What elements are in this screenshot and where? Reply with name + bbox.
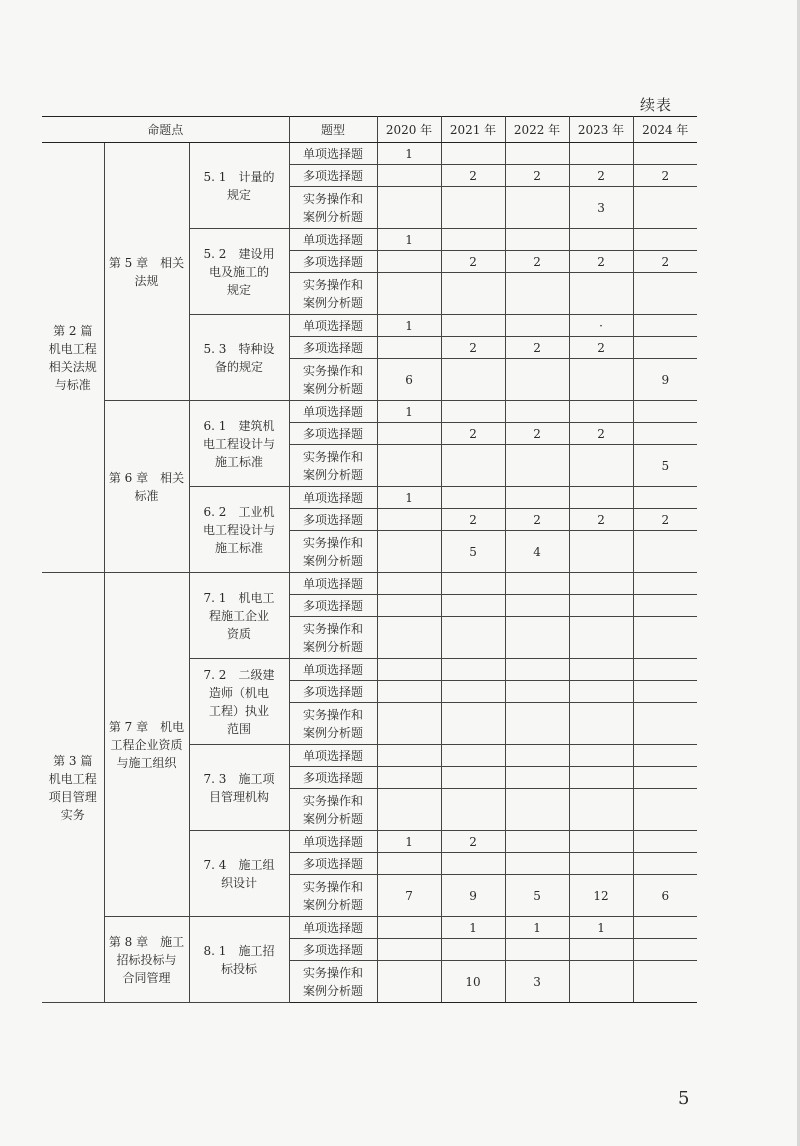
count-cell bbox=[377, 509, 441, 531]
count-cell: 7 bbox=[377, 875, 441, 917]
question-type-cell: 单项选择题 bbox=[289, 487, 377, 509]
table-row bbox=[42, 917, 697, 939]
count-cell: 2 bbox=[569, 337, 633, 359]
count-cell bbox=[505, 229, 569, 251]
count-cell bbox=[441, 359, 505, 401]
count-cell: 2 bbox=[569, 423, 633, 445]
count-cell bbox=[441, 853, 505, 875]
count-cell bbox=[377, 617, 441, 659]
count-cell: 2 bbox=[633, 251, 697, 273]
question-type-cell: 实务操作和 案例分析题 bbox=[289, 187, 377, 229]
count-cell: 5 bbox=[633, 445, 697, 487]
count-cell bbox=[441, 745, 505, 767]
question-type-cell: 实务操作和 案例分析题 bbox=[289, 445, 377, 487]
exam-statistics-table bbox=[42, 116, 697, 1003]
question-type-cell: 多项选择题 bbox=[289, 423, 377, 445]
count-cell bbox=[377, 337, 441, 359]
count-cell bbox=[633, 745, 697, 767]
section-cell: 5. 1 计量的 规定 bbox=[189, 143, 289, 229]
count-cell: 2 bbox=[633, 165, 697, 187]
count-cell: 2 bbox=[569, 509, 633, 531]
count-cell bbox=[633, 961, 697, 1003]
count-cell bbox=[377, 853, 441, 875]
continued-label: 续表 bbox=[640, 96, 673, 114]
count-cell bbox=[633, 703, 697, 745]
count-cell: 1 bbox=[569, 917, 633, 939]
count-cell bbox=[441, 487, 505, 509]
count-cell bbox=[569, 273, 633, 315]
count-cell bbox=[633, 595, 697, 617]
count-cell bbox=[441, 445, 505, 487]
count-cell bbox=[569, 831, 633, 853]
count-cell: 2 bbox=[505, 423, 569, 445]
count-cell bbox=[505, 831, 569, 853]
header-year: 2022 年 bbox=[505, 117, 569, 143]
count-cell bbox=[377, 745, 441, 767]
count-cell bbox=[569, 359, 633, 401]
question-type-cell: 多项选择题 bbox=[289, 165, 377, 187]
count-cell bbox=[377, 445, 441, 487]
header-topic: 命题点 bbox=[42, 117, 289, 143]
count-cell bbox=[441, 273, 505, 315]
count-cell bbox=[441, 703, 505, 745]
question-type-cell: 单项选择题 bbox=[289, 831, 377, 853]
count-cell: 1 bbox=[441, 917, 505, 939]
count-cell bbox=[441, 595, 505, 617]
count-cell bbox=[633, 531, 697, 573]
count-cell bbox=[633, 187, 697, 229]
count-cell bbox=[377, 273, 441, 315]
count-cell bbox=[377, 681, 441, 703]
count-cell: 1 bbox=[377, 315, 441, 337]
count-cell: 10 bbox=[441, 961, 505, 1003]
section-cell: 6. 2 工业机 电工程设计与 施工标准 bbox=[189, 487, 289, 573]
count-cell bbox=[569, 961, 633, 1003]
question-type-cell: 单项选择题 bbox=[289, 917, 377, 939]
count-cell bbox=[441, 939, 505, 961]
count-cell bbox=[505, 143, 569, 165]
count-cell bbox=[569, 853, 633, 875]
header-year: 2020 年 bbox=[377, 117, 441, 143]
count-cell: 6 bbox=[377, 359, 441, 401]
count-cell bbox=[569, 789, 633, 831]
count-cell: 5 bbox=[505, 875, 569, 917]
question-type-cell: 实务操作和 案例分析题 bbox=[289, 789, 377, 831]
count-cell bbox=[377, 595, 441, 617]
count-cell bbox=[505, 359, 569, 401]
count-cell bbox=[377, 939, 441, 961]
section-cell: 6. 1 建筑机 电工程设计与 施工标准 bbox=[189, 401, 289, 487]
table-header-row bbox=[42, 117, 697, 143]
count-cell bbox=[441, 229, 505, 251]
part-cell: 第 3 篇 机电工程 项目管理 实务 bbox=[42, 573, 104, 1003]
count-cell: 1 bbox=[505, 917, 569, 939]
question-type-cell: 多项选择题 bbox=[289, 939, 377, 961]
count-cell bbox=[633, 659, 697, 681]
count-cell bbox=[377, 659, 441, 681]
count-cell bbox=[633, 401, 697, 423]
count-cell bbox=[505, 595, 569, 617]
count-cell: 2 bbox=[505, 509, 569, 531]
count-cell bbox=[569, 573, 633, 595]
count-cell bbox=[441, 143, 505, 165]
section-cell: 5. 3 特种设 备的规定 bbox=[189, 315, 289, 401]
question-type-cell: 实务操作和 案例分析题 bbox=[289, 273, 377, 315]
count-cell bbox=[377, 531, 441, 573]
count-cell bbox=[569, 595, 633, 617]
count-cell bbox=[633, 229, 697, 251]
count-cell bbox=[505, 315, 569, 337]
section-cell: 7. 3 施工项 目管理机构 bbox=[189, 745, 289, 831]
count-cell: 2 bbox=[441, 509, 505, 531]
count-cell: · bbox=[569, 315, 633, 337]
question-type-cell: 多项选择题 bbox=[289, 853, 377, 875]
header-year: 2021 年 bbox=[441, 117, 505, 143]
question-type-cell: 多项选择题 bbox=[289, 681, 377, 703]
count-cell bbox=[569, 143, 633, 165]
section-cell: 7. 4 施工组 织设计 bbox=[189, 831, 289, 917]
count-cell bbox=[569, 681, 633, 703]
question-type-cell: 多项选择题 bbox=[289, 337, 377, 359]
question-type-cell: 实务操作和 案例分析题 bbox=[289, 531, 377, 573]
chapter-cell: 第 7 章 机电 工程企业资质 与施工组织 bbox=[104, 573, 189, 917]
count-cell bbox=[569, 745, 633, 767]
chapter-cell: 第 6 章 相关 标准 bbox=[104, 401, 189, 573]
count-cell bbox=[441, 617, 505, 659]
header-type: 题型 bbox=[289, 117, 377, 143]
count-cell bbox=[505, 767, 569, 789]
count-cell: 2 bbox=[441, 831, 505, 853]
count-cell bbox=[569, 445, 633, 487]
count-cell: 2 bbox=[441, 165, 505, 187]
count-cell bbox=[505, 187, 569, 229]
count-cell bbox=[505, 401, 569, 423]
count-cell bbox=[377, 573, 441, 595]
count-cell: 3 bbox=[569, 187, 633, 229]
count-cell bbox=[377, 251, 441, 273]
question-type-cell: 多项选择题 bbox=[289, 251, 377, 273]
header-year: 2023 年 bbox=[569, 117, 633, 143]
count-cell bbox=[377, 165, 441, 187]
count-cell bbox=[633, 789, 697, 831]
page-number: 5 bbox=[678, 1088, 690, 1109]
count-cell bbox=[441, 681, 505, 703]
count-cell: 1 bbox=[377, 143, 441, 165]
count-cell: 1 bbox=[377, 487, 441, 509]
count-cell: 2 bbox=[441, 423, 505, 445]
count-cell: 2 bbox=[569, 251, 633, 273]
count-cell bbox=[569, 229, 633, 251]
question-type-cell: 多项选择题 bbox=[289, 509, 377, 531]
count-cell bbox=[441, 401, 505, 423]
count-cell bbox=[569, 401, 633, 423]
count-cell bbox=[505, 273, 569, 315]
count-cell bbox=[505, 939, 569, 961]
question-type-cell: 单项选择题 bbox=[289, 229, 377, 251]
count-cell bbox=[505, 487, 569, 509]
count-cell bbox=[569, 703, 633, 745]
question-type-cell: 单项选择题 bbox=[289, 315, 377, 337]
count-cell bbox=[633, 853, 697, 875]
count-cell bbox=[441, 187, 505, 229]
count-cell bbox=[569, 531, 633, 573]
count-cell bbox=[505, 745, 569, 767]
count-cell bbox=[441, 573, 505, 595]
count-cell bbox=[505, 617, 569, 659]
section-cell: 7. 2 二级建 造师（机电 工程）执业 范围 bbox=[189, 659, 289, 745]
count-cell bbox=[633, 939, 697, 961]
question-type-cell: 实务操作和 案例分析题 bbox=[289, 961, 377, 1003]
question-type-cell: 单项选择题 bbox=[289, 573, 377, 595]
count-cell bbox=[633, 617, 697, 659]
section-cell: 8. 1 施工招 标投标 bbox=[189, 917, 289, 1003]
question-type-cell: 实务操作和 案例分析题 bbox=[289, 703, 377, 745]
count-cell: 9 bbox=[633, 359, 697, 401]
count-cell bbox=[505, 659, 569, 681]
count-cell bbox=[377, 917, 441, 939]
count-cell bbox=[441, 315, 505, 337]
count-cell bbox=[505, 573, 569, 595]
count-cell bbox=[569, 939, 633, 961]
count-cell: 1 bbox=[377, 229, 441, 251]
count-cell bbox=[633, 273, 697, 315]
question-type-cell: 多项选择题 bbox=[289, 595, 377, 617]
question-type-cell: 单项选择题 bbox=[289, 659, 377, 681]
table-row bbox=[42, 143, 697, 165]
question-type-cell: 单项选择题 bbox=[289, 143, 377, 165]
count-cell bbox=[633, 831, 697, 853]
count-cell bbox=[505, 445, 569, 487]
count-cell bbox=[505, 703, 569, 745]
count-cell: 5 bbox=[441, 531, 505, 573]
count-cell bbox=[377, 961, 441, 1003]
count-cell bbox=[569, 767, 633, 789]
count-cell: 12 bbox=[569, 875, 633, 917]
count-cell: 2 bbox=[505, 337, 569, 359]
count-cell: 9 bbox=[441, 875, 505, 917]
count-cell bbox=[633, 143, 697, 165]
chapter-cell: 第 8 章 施工 招标投标与 合同管理 bbox=[104, 917, 189, 1003]
count-cell bbox=[633, 423, 697, 445]
count-cell bbox=[569, 487, 633, 509]
count-cell bbox=[377, 767, 441, 789]
question-type-cell: 多项选择题 bbox=[289, 767, 377, 789]
count-cell: 4 bbox=[505, 531, 569, 573]
table-row bbox=[42, 573, 697, 595]
count-cell bbox=[633, 337, 697, 359]
question-type-cell: 单项选择题 bbox=[289, 745, 377, 767]
count-cell bbox=[633, 315, 697, 337]
question-type-cell: 单项选择题 bbox=[289, 401, 377, 423]
count-cell bbox=[569, 617, 633, 659]
count-cell bbox=[377, 789, 441, 831]
count-cell bbox=[505, 789, 569, 831]
count-cell: 2 bbox=[569, 165, 633, 187]
count-cell bbox=[377, 703, 441, 745]
count-cell bbox=[441, 659, 505, 681]
count-cell bbox=[377, 187, 441, 229]
count-cell bbox=[633, 573, 697, 595]
count-cell: 2 bbox=[441, 251, 505, 273]
chapter-cell: 第 5 章 相关 法规 bbox=[104, 143, 189, 401]
section-cell: 5. 2 建设用 电及施工的 规定 bbox=[189, 229, 289, 315]
count-cell bbox=[633, 681, 697, 703]
table-row bbox=[42, 401, 697, 423]
count-cell: 1 bbox=[377, 831, 441, 853]
count-cell bbox=[569, 659, 633, 681]
count-cell: 2 bbox=[505, 165, 569, 187]
question-type-cell: 实务操作和 案例分析题 bbox=[289, 875, 377, 917]
count-cell: 3 bbox=[505, 961, 569, 1003]
count-cell: 1 bbox=[377, 401, 441, 423]
count-cell bbox=[633, 487, 697, 509]
count-cell bbox=[377, 423, 441, 445]
count-cell bbox=[505, 681, 569, 703]
count-cell: 2 bbox=[441, 337, 505, 359]
count-cell: 2 bbox=[505, 251, 569, 273]
count-cell bbox=[633, 767, 697, 789]
header-year: 2024 年 bbox=[633, 117, 697, 143]
count-cell bbox=[505, 853, 569, 875]
count-cell bbox=[441, 789, 505, 831]
count-cell: 2 bbox=[633, 509, 697, 531]
question-type-cell: 实务操作和 案例分析题 bbox=[289, 617, 377, 659]
count-cell bbox=[441, 767, 505, 789]
count-cell bbox=[633, 917, 697, 939]
count-cell: 6 bbox=[633, 875, 697, 917]
part-cell: 第 2 篇 机电工程 相关法规 与标准 bbox=[42, 143, 104, 573]
question-type-cell: 实务操作和 案例分析题 bbox=[289, 359, 377, 401]
section-cell: 7. 1 机电工 程施工企业 资质 bbox=[189, 573, 289, 659]
